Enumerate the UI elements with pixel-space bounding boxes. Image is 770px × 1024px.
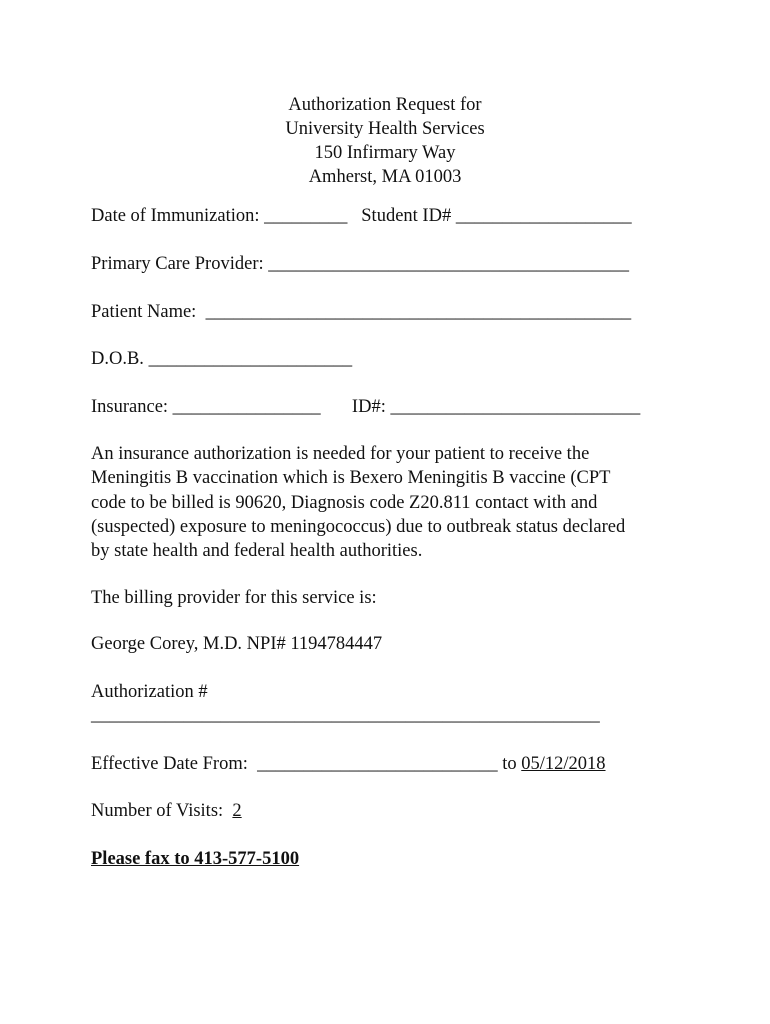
explanation-line: code to be billed is 90620, Diagnosis code Z20.811 contact with and [91,492,598,513]
dob-row [91,347,352,371]
primary-care-provider-field[interactable]: _______________________________________ [268,254,629,274]
insurance-field[interactable]: ________________ [172,397,321,417]
authorization-number-label: Authorization # [91,682,208,702]
effective-date-to-value: 05/12/2018 [521,754,606,774]
primary-care-provider-label: Primary Care Provider: [91,254,264,274]
explanation-line: by state health and federal health authorities. [91,541,423,562]
authorization-number-field[interactable]: _______________________________________________________ [91,705,600,725]
header-title-line1: Authorization Request for [288,95,482,115]
student-id-label: Student ID# [361,206,452,226]
effective-date-from-field[interactable]: __________________________ [257,754,498,774]
date-of-immunization-label: Date of Immunization: [91,206,260,226]
effective-date-row [91,752,606,776]
visits-row [91,799,242,823]
patient-name-row [91,300,631,324]
header-title-line2: University Health Services [285,119,485,139]
effective-date-label: Effective Date From: [91,754,248,774]
billing-provider: George Corey, M.D. NPI# 1194784447 [91,634,383,654]
explanation-line: (suspected) exposure to meningococcus) due to outbreak status declared [91,516,626,537]
immunization-row [91,204,632,228]
dob-field[interactable]: ______________________ [148,349,353,369]
billing-intro: The billing provider for this service is: [91,588,377,608]
form-header [0,93,770,189]
number-of-visits-value: 2 [232,801,242,821]
primary-care-provider-row [91,252,629,276]
student-id-field[interactable]: ___________________ [455,206,632,226]
insurance-row [91,395,640,419]
date-of-immunization-field[interactable]: _________ [264,206,348,226]
patient-name-field[interactable]: ______________________________________________ [205,302,632,322]
explanation-line: An insurance authorization is needed for your patient to receive the [91,444,590,464]
authorization-explanation [91,442,691,563]
fax-instruction: Please fax to 413-577-5100 [91,849,300,869]
header-address-city: Amherst, MA 01003 [308,167,462,187]
insurance-label: Insurance: [91,397,169,417]
number-of-visits-label: Number of Visits: [91,801,224,821]
dob-label: D.O.B. [91,349,144,369]
patient-name-label: Patient Name: [91,302,197,322]
insurance-id-field[interactable]: ___________________________ [390,397,641,417]
header-address-street: 150 Infirmary Way [314,143,456,163]
explanation-line: Meningitis B vaccination which is Bexero Meningitis B vaccine (CPT [91,468,611,489]
insurance-id-label: ID#: [351,397,386,417]
effective-date-to-label: to [502,754,517,774]
